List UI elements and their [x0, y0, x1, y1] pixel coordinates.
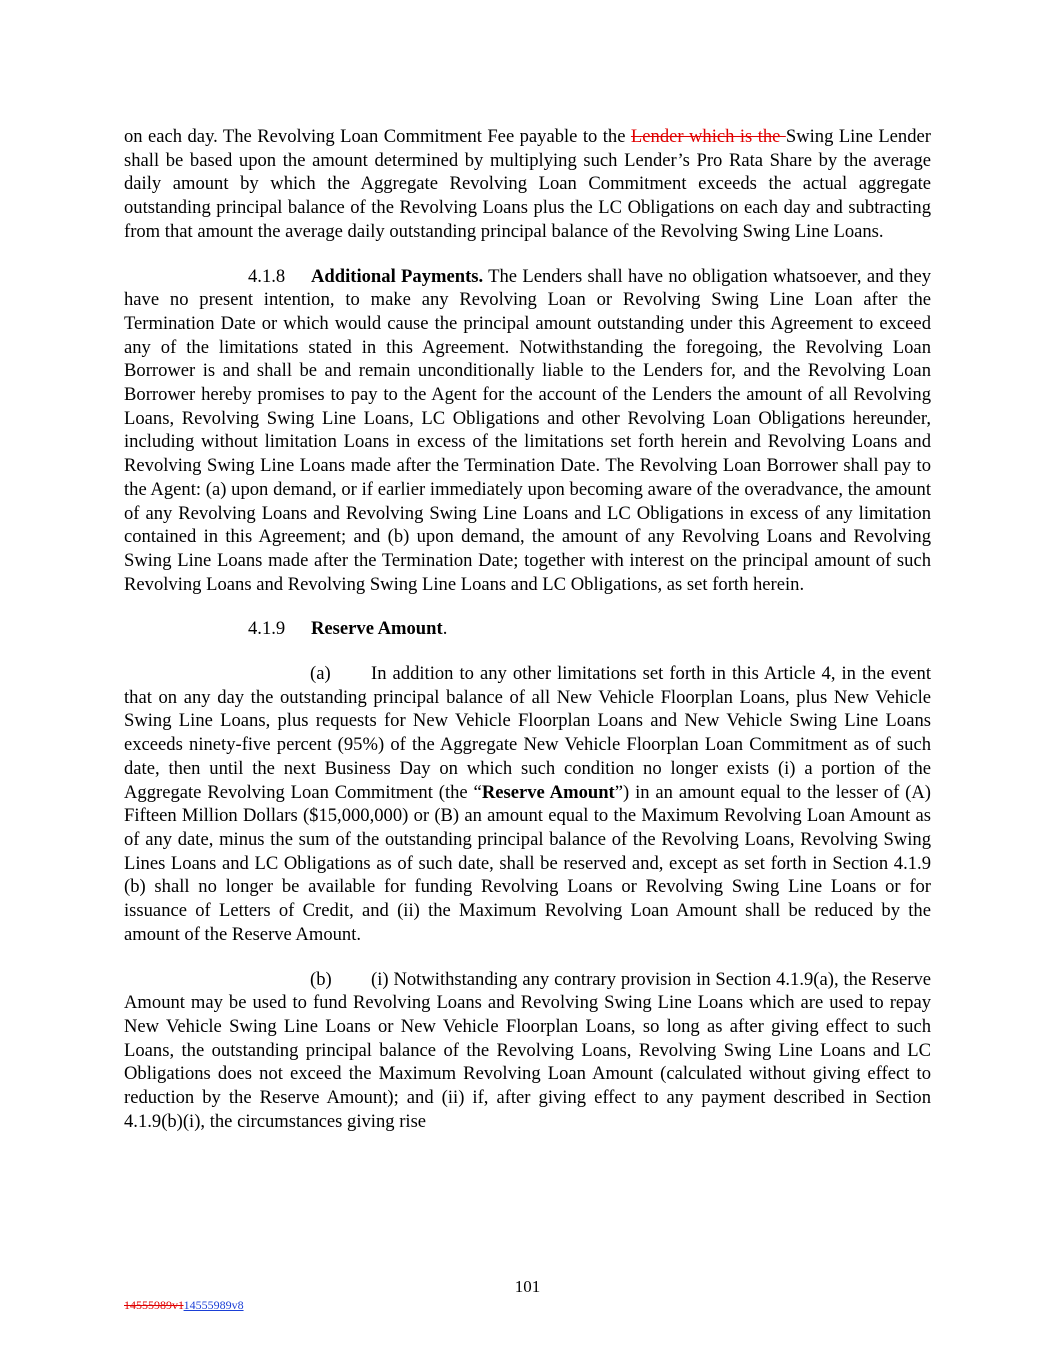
defined-term: Reserve Amount	[481, 781, 615, 803]
document-id	[124, 1298, 244, 1313]
subsection-label: (b)	[310, 968, 332, 990]
document-id-old: 14555989v1	[124, 1298, 184, 1312]
subsection-b	[124, 968, 931, 1134]
deleted-text: Lender which is the	[630, 126, 786, 147]
section-number: 4.1.9	[248, 618, 286, 640]
section-heading: Additional Payments.	[311, 265, 484, 287]
document-id-new[interactable]: 14555989v8	[183, 1298, 244, 1312]
heading-period: .	[442, 618, 448, 640]
subsection-label: (a)	[310, 663, 331, 685]
paragraph-commitment-fee	[124, 125, 931, 244]
section-4-1-8	[124, 265, 931, 597]
section-4-1-9	[124, 617, 931, 641]
section-number: 4.1.8	[248, 265, 286, 287]
page-number: 101	[514, 1277, 541, 1296]
subsection-text: (i) Notwithstanding any contrary provision in Section 4.1.9(a), the Reserve Amount may be used to fund Revolving Loans and Revolving Swing Line Loans which are used to repay New Vehicle Swing Line Loans or New Vehicle Floorplan Loans, so long as after giving effect to such Loans, the outstanding principal balance of the Revolving Loans, Revolving Swing Line Loans and LC Obligations does not exceed the Maximum Revolving Loan Amount (calculated without giving effect to reduction by the Reserve Amount); and (ii) if, after giving effect to any payment described in Section 4.1.9(b)(i), the circumstances giving rise	[124, 968, 931, 1132]
document-page	[124, 125, 931, 1154]
section-body: The Lenders shall have no obligation whatsoever, and they have no present intention, to make any Revolving Loan or Revolving Swing Line Loan after the Termination Date or which would cause the principal amount outstanding under this Agreement to exceed any of the limitations stated in this Agreement. Notwithstanding the foregoing, the Revolving Loan Borrower is and shall be and remain unconditionally liable to the Lenders for, and the Revolving Loan Borrower hereby promises to pay to the Agent for the account of the Lenders the amount of all Revolving Loans, Revolving Swing Line Loans, LC Obligations and other Revolving Loan Obligations hereunder, including without limitation Loans in excess of the limitations set forth herein and Revolving Loans and Revolving Swing Line Loans made after the Termination Date. The Revolving Loan Borrower shall pay to the Agent: (a) upon demand, or if earlier immediately upon becoming aware of the overadvance, the amount of any Revolving Loans and Revolving Swing Line Loans and LC Obligations in excess of any limitation contained in this Agreement; and (b) upon demand, the amount of any Revolving Loans and Revolving Swing Line Loans made after the Termination Date; together with interest on the principal amount of such Revolving Loans and Revolving Swing Line Loans and LC Obligations, as set forth herein.	[124, 265, 931, 595]
subsection-text: In addition to any other limitations set forth in this Article 4, in the event that on any day the outstanding principal balance of all New Vehicle Floorplan Loans, plus New Vehicle Swing Line Loans, plus requests for New Vehicle Floorplan Loans and New Vehicle Swing Line Loans exceeds ninety-five percent (95%) of the Aggregate New Vehicle Floorplan Loan Commitment as of such date, then until the next Business Day on which such condition no longer exists (i) a portion of the Aggregate Revolving Loan Commitment (the “	[124, 663, 931, 803]
section-heading: Reserve Amount	[311, 618, 443, 640]
text: on each day. The Revolving Loan Commitment Fee payable to the	[124, 126, 631, 147]
subsection-text: ”) in an amount equal to the lesser of (A) Fifteen Million Dollars ($15,000,000) or (B) an amount equal to the Maximum Revolving Loan Amount as of any date, minus the sum of the outstanding principal balance of the Revolving Loans, Revolving Swing Lines Loans and LC Obligations as of such date, shall be reserved and, except as set forth in Section 4.1.9 (b) shall no longer be available for funding Revolving Loans or Revolving Swing Line Loans or for issuance of Letters of Credit, and (ii) the Maximum Revolving Loan Amount shall be reduced by the amount of the Reserve Amount.	[124, 781, 931, 945]
subsection-a	[124, 662, 931, 946]
text: Swing Line Lender shall be based upon the amount determined by multiplying such Lender’s Pro Rata Share by the average daily amount by which the Aggregate Revolving Loan Commitment exceeds the actual aggregate outstanding principal balance of the Revolving Loans plus the LC Obligations on each day and subtracting from that amount the average daily outstanding principal balance of the Revolving Swing Line Loans.	[124, 126, 931, 242]
